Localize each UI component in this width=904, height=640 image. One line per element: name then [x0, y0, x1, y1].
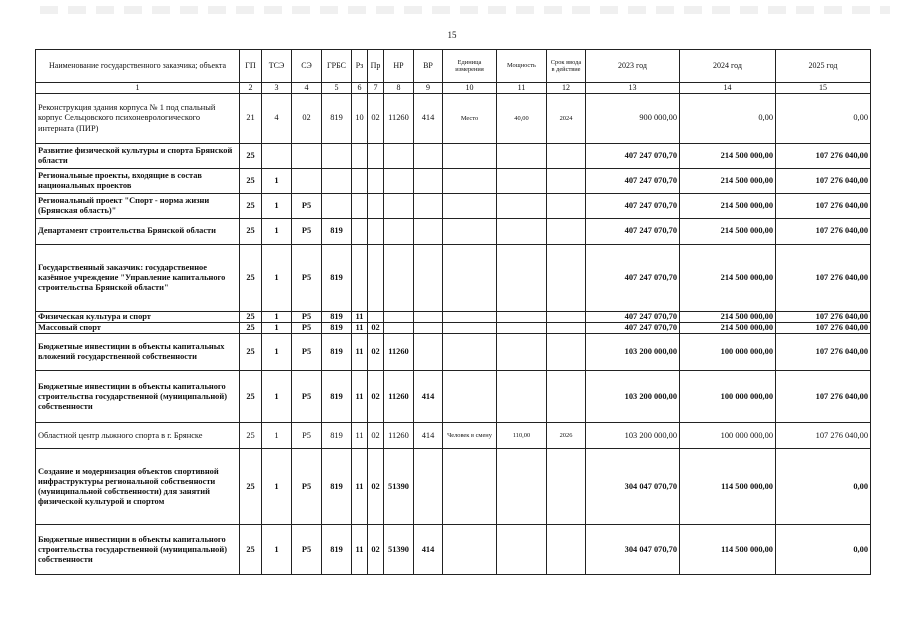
amount-cell: 407 247 070,70	[586, 323, 680, 334]
code-cell	[384, 219, 414, 245]
code-cell: Человек в смену	[443, 423, 497, 449]
column-number: 10	[443, 83, 497, 94]
code-cell	[547, 312, 586, 323]
table-row	[36, 334, 871, 371]
table-row	[36, 423, 871, 449]
object-name-cell: Массовый спорт	[36, 323, 240, 334]
code-cell: 414	[414, 525, 443, 575]
code-cell	[443, 219, 497, 245]
amount-cell: 304 047 070,70	[586, 525, 680, 575]
header-cell: Мощность	[497, 50, 547, 83]
code-cell	[547, 169, 586, 194]
code-cell: 819	[322, 219, 352, 245]
code-cell: 1	[262, 525, 292, 575]
amount-cell: 214 500 000,00	[680, 245, 776, 312]
code-cell	[322, 194, 352, 219]
code-cell: 1	[262, 169, 292, 194]
code-cell: 11	[352, 312, 368, 323]
amount-cell: 107 276 040,00	[776, 371, 871, 423]
code-cell: 02	[368, 423, 384, 449]
code-cell	[384, 144, 414, 169]
code-cell: 25	[240, 525, 262, 575]
header-cell: ТСЭ	[262, 50, 292, 83]
code-cell: P5	[292, 194, 322, 219]
column-number: 7	[368, 83, 384, 94]
code-cell: 2024	[547, 94, 586, 144]
amount-cell: 407 247 070,70	[586, 219, 680, 245]
code-cell: P5	[292, 423, 322, 449]
code-cell	[497, 334, 547, 371]
code-cell: 819	[322, 423, 352, 449]
code-cell: 819	[322, 449, 352, 525]
code-cell	[443, 312, 497, 323]
table-row	[36, 219, 871, 245]
object-name-cell: Создание и модернизация объектов спортивной инфраструктуры региональной собственности (муниципальной собственности) для занятий физической культурой и спортом	[36, 449, 240, 525]
code-cell	[368, 312, 384, 323]
amount-cell: 214 500 000,00	[680, 144, 776, 169]
header-cell: Рз	[352, 50, 368, 83]
code-cell	[414, 449, 443, 525]
code-cell: 11	[352, 323, 368, 334]
code-cell	[547, 219, 586, 245]
amount-cell: 304 047 070,70	[586, 449, 680, 525]
code-cell: P5	[292, 334, 322, 371]
code-cell	[322, 169, 352, 194]
object-name-cell: Департамент строительства Брянской области	[36, 219, 240, 245]
amount-cell: 0,00	[776, 525, 871, 575]
amount-cell: 103 200 000,00	[586, 334, 680, 371]
amount-cell: 100 000 000,00	[680, 334, 776, 371]
code-cell	[414, 334, 443, 371]
code-cell: 11260	[384, 334, 414, 371]
code-cell: 11	[352, 449, 368, 525]
code-cell	[443, 371, 497, 423]
code-cell	[547, 334, 586, 371]
code-cell: 02	[368, 94, 384, 144]
column-number: 15	[776, 83, 871, 94]
amount-cell: 407 247 070,70	[586, 312, 680, 323]
object-name-cell: Бюджетные инвестиции в объекты капитального строительства государственной (муниципальной) собственности	[36, 525, 240, 575]
amount-cell: 103 200 000,00	[586, 371, 680, 423]
amount-cell: 107 276 040,00	[776, 194, 871, 219]
code-cell	[384, 323, 414, 334]
code-cell	[384, 169, 414, 194]
amount-cell: 107 276 040,00	[776, 312, 871, 323]
code-cell: 819	[322, 334, 352, 371]
amount-cell: 107 276 040,00	[776, 219, 871, 245]
amount-cell: 114 500 000,00	[680, 449, 776, 525]
amount-cell: 114 500 000,00	[680, 525, 776, 575]
column-number: 11	[497, 83, 547, 94]
code-cell: P5	[292, 245, 322, 312]
object-name-cell: Областной центр лыжного спорта в г. Брянске	[36, 423, 240, 449]
code-cell: 11	[352, 525, 368, 575]
object-name-cell: Государственный заказчик: государственное казённое учреждение "Управление капитального строительства Брянской области"	[36, 245, 240, 312]
code-cell: 51390	[384, 525, 414, 575]
code-cell	[368, 194, 384, 219]
code-cell: 25	[240, 169, 262, 194]
column-number: 6	[352, 83, 368, 94]
table-body	[36, 94, 871, 575]
code-cell: 1	[262, 312, 292, 323]
header-cell: Наименование государственного заказчика; объекта	[36, 50, 240, 83]
object-name-cell: Бюджетные инвестиции в объекты капитального строительства государственной (муниципальной) собственности	[36, 371, 240, 423]
column-number: 2	[240, 83, 262, 94]
code-cell: 11	[352, 423, 368, 449]
code-cell	[292, 169, 322, 194]
code-cell	[414, 312, 443, 323]
code-cell: 11260	[384, 423, 414, 449]
table-row	[36, 525, 871, 575]
column-number: 5	[322, 83, 352, 94]
header-cell: СЭ	[292, 50, 322, 83]
code-cell: 2026	[547, 423, 586, 449]
table-row	[36, 371, 871, 423]
page-number: 15	[447, 30, 457, 40]
scan-noise-strip	[40, 6, 890, 14]
table-row	[36, 245, 871, 312]
code-cell	[384, 245, 414, 312]
code-cell	[547, 245, 586, 312]
code-cell	[547, 371, 586, 423]
code-cell: 11260	[384, 371, 414, 423]
object-name-cell: Реконструкция здания корпуса № 1 под спальный корпус Сельцовского психоневрологического интерната (ПИР)	[36, 94, 240, 144]
code-cell	[443, 245, 497, 312]
amount-cell: 407 247 070,70	[586, 169, 680, 194]
code-cell: 110,00	[497, 423, 547, 449]
code-cell: 4	[262, 94, 292, 144]
code-cell	[352, 144, 368, 169]
code-cell: 02	[368, 525, 384, 575]
code-cell	[443, 525, 497, 575]
code-cell: 1	[262, 334, 292, 371]
code-cell: 819	[322, 245, 352, 312]
code-cell	[384, 312, 414, 323]
code-cell	[368, 144, 384, 169]
header-row	[36, 50, 871, 83]
header-cell: Пр	[368, 50, 384, 83]
object-name-cell: Физическая культура и спорт	[36, 312, 240, 323]
code-cell: 1	[262, 219, 292, 245]
code-cell: 11	[352, 334, 368, 371]
amount-cell: 900 000,00	[586, 94, 680, 144]
code-cell: 1	[262, 371, 292, 423]
code-cell	[414, 144, 443, 169]
code-cell: 02	[368, 323, 384, 334]
object-name-cell: Региональные проекты, входящие в состав национальных проектов	[36, 169, 240, 194]
header-cell: Срок ввода в действие	[547, 50, 586, 83]
amount-cell: 407 247 070,70	[586, 245, 680, 312]
column-number: 1	[36, 83, 240, 94]
code-cell: P5	[292, 449, 322, 525]
amount-cell: 214 500 000,00	[680, 169, 776, 194]
code-cell	[368, 219, 384, 245]
code-cell: 819	[322, 371, 352, 423]
amount-cell: 107 276 040,00	[776, 334, 871, 371]
code-cell: 02	[368, 449, 384, 525]
code-cell	[292, 144, 322, 169]
code-cell: P5	[292, 312, 322, 323]
column-number: 3	[262, 83, 292, 94]
code-cell: 02	[292, 94, 322, 144]
column-number: 9	[414, 83, 443, 94]
code-cell	[384, 194, 414, 219]
code-cell	[368, 169, 384, 194]
code-cell	[497, 323, 547, 334]
amount-cell: 107 276 040,00	[776, 245, 871, 312]
amount-cell: 107 276 040,00	[776, 323, 871, 334]
code-cell: 819	[322, 323, 352, 334]
column-number: 13	[586, 83, 680, 94]
code-cell	[497, 219, 547, 245]
code-cell	[443, 449, 497, 525]
code-cell	[497, 371, 547, 423]
column-number: 14	[680, 83, 776, 94]
table-row	[36, 194, 871, 219]
amount-cell: 214 500 000,00	[680, 323, 776, 334]
code-cell	[443, 194, 497, 219]
code-cell	[443, 144, 497, 169]
code-cell	[368, 245, 384, 312]
column-number: 4	[292, 83, 322, 94]
code-cell	[547, 525, 586, 575]
column-number: 12	[547, 83, 586, 94]
code-cell	[497, 144, 547, 169]
header-cell: 2025 год	[776, 50, 871, 83]
amount-cell: 0,00	[776, 449, 871, 525]
code-cell: 25	[240, 371, 262, 423]
header-cell: ВР	[414, 50, 443, 83]
code-cell	[414, 194, 443, 219]
code-cell: 414	[414, 423, 443, 449]
amount-cell: 0,00	[680, 94, 776, 144]
code-cell: 02	[368, 371, 384, 423]
code-cell: P5	[292, 219, 322, 245]
code-cell: 25	[240, 312, 262, 323]
table-row	[36, 94, 871, 144]
table-row	[36, 169, 871, 194]
code-cell: P5	[292, 525, 322, 575]
code-cell: 1	[262, 194, 292, 219]
amount-cell: 407 247 070,70	[586, 144, 680, 169]
code-cell	[547, 194, 586, 219]
code-cell: 819	[322, 525, 352, 575]
code-cell: 1	[262, 449, 292, 525]
header-cell: ГП	[240, 50, 262, 83]
amount-cell: 100 000 000,00	[680, 371, 776, 423]
code-cell	[414, 323, 443, 334]
code-cell	[497, 525, 547, 575]
code-cell: 414	[414, 371, 443, 423]
code-cell: 25	[240, 194, 262, 219]
code-cell	[443, 169, 497, 194]
code-cell	[414, 219, 443, 245]
header-cell: 2023 год	[586, 50, 680, 83]
code-cell: 11	[352, 371, 368, 423]
column-number-row	[36, 83, 871, 94]
code-cell: 02	[368, 334, 384, 371]
code-cell	[497, 245, 547, 312]
header-cell: Единица измерения	[443, 50, 497, 83]
object-name-cell: Бюджетные инвестиции в объекты капитальных вложений государственной собственности	[36, 334, 240, 371]
amount-cell: 103 200 000,00	[586, 423, 680, 449]
code-cell	[497, 449, 547, 525]
code-cell: 25	[240, 144, 262, 169]
table-row	[36, 144, 871, 169]
amount-cell: 107 276 040,00	[776, 169, 871, 194]
code-cell: 21	[240, 94, 262, 144]
code-cell: 11260	[384, 94, 414, 144]
amount-cell: 107 276 040,00	[776, 423, 871, 449]
object-name-cell: Региональный проект "Спорт - норма жизни (Брянская область)"	[36, 194, 240, 219]
code-cell	[547, 449, 586, 525]
amount-cell: 214 500 000,00	[680, 219, 776, 245]
code-cell: P5	[292, 371, 322, 423]
code-cell	[497, 194, 547, 219]
code-cell	[352, 245, 368, 312]
code-cell: 819	[322, 312, 352, 323]
code-cell: 1	[262, 245, 292, 312]
code-cell: 819	[322, 94, 352, 144]
code-cell: P5	[292, 323, 322, 334]
table-row	[36, 323, 871, 334]
code-cell: 25	[240, 323, 262, 334]
code-cell: 25	[240, 334, 262, 371]
amount-cell: 214 500 000,00	[680, 312, 776, 323]
code-cell	[443, 334, 497, 371]
code-cell: 1	[262, 423, 292, 449]
table-row	[36, 312, 871, 323]
code-cell: 25	[240, 245, 262, 312]
code-cell: 51390	[384, 449, 414, 525]
code-cell	[322, 144, 352, 169]
code-cell	[262, 144, 292, 169]
code-cell	[497, 169, 547, 194]
code-cell	[443, 323, 497, 334]
code-cell	[497, 312, 547, 323]
amount-cell: 107 276 040,00	[776, 144, 871, 169]
code-cell: 414	[414, 94, 443, 144]
code-cell: 10	[352, 94, 368, 144]
code-cell	[352, 194, 368, 219]
column-number: 8	[384, 83, 414, 94]
code-cell: 40,00	[497, 94, 547, 144]
code-cell	[414, 169, 443, 194]
amount-cell: 100 000 000,00	[680, 423, 776, 449]
code-cell	[352, 169, 368, 194]
object-name-cell: Развитие физической культуры и спорта Брянской области	[36, 144, 240, 169]
header-cell: ГРБС	[322, 50, 352, 83]
code-cell: 25	[240, 423, 262, 449]
amount-cell: 407 247 070,70	[586, 194, 680, 219]
code-cell: 1	[262, 323, 292, 334]
code-cell: 25	[240, 219, 262, 245]
budget-table	[35, 49, 871, 575]
amount-cell: 214 500 000,00	[680, 194, 776, 219]
amount-cell: 0,00	[776, 94, 871, 144]
code-cell	[414, 245, 443, 312]
table-row	[36, 449, 871, 525]
code-cell: Место	[443, 94, 497, 144]
code-cell	[352, 219, 368, 245]
header-cell: 2024 год	[680, 50, 776, 83]
header-cell: НР	[384, 50, 414, 83]
code-cell	[547, 144, 586, 169]
code-cell: 25	[240, 449, 262, 525]
code-cell	[547, 323, 586, 334]
